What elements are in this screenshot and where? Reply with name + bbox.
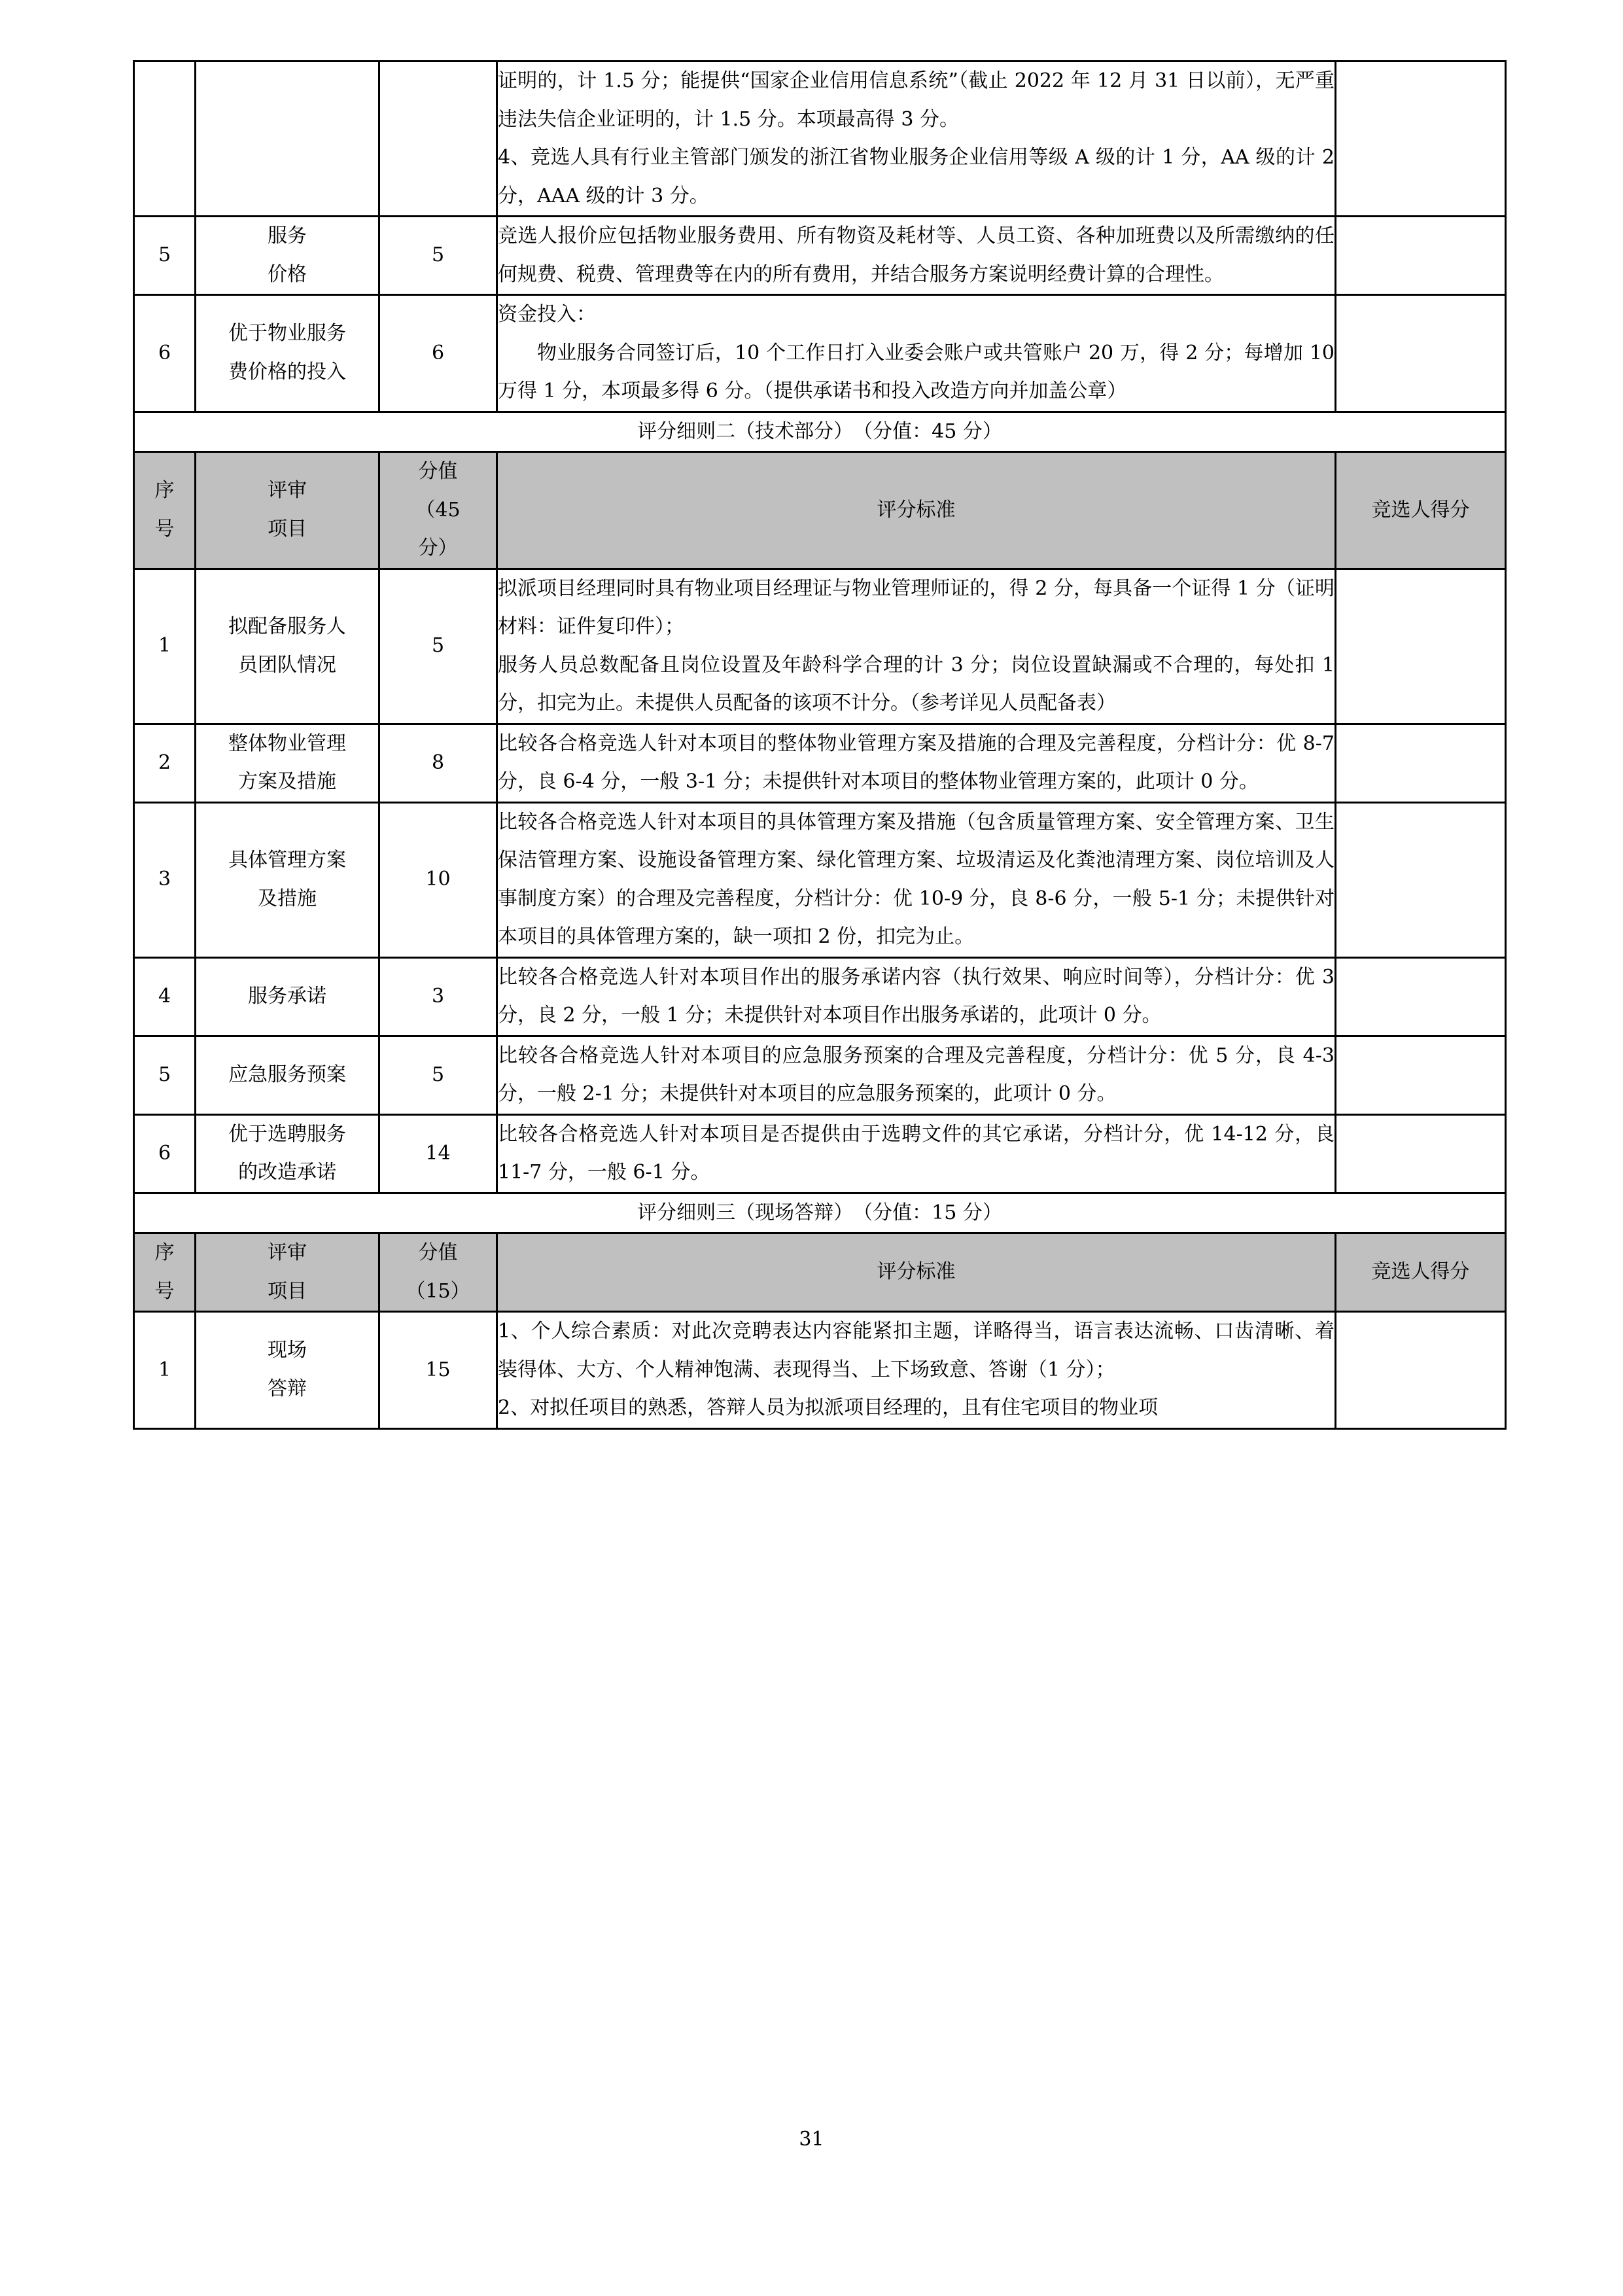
row-criteria-cell [497,217,1336,295]
criteria-paragraph: 1、个人综合素质：对此次竞聘表达内容能紧扣主题，详略得当，语言表达流畅、口齿清晰、着装得体、大方、个人精神饱满、表现得当、上下场致意、答谢（1 分）； [498,1320,1335,1381]
header-line: 序 [154,479,175,503]
row-number-cell: 3 [134,802,196,957]
criteria-paragraph: 比较各合格竞选人针对本项目作出的服务承诺内容（执行效果、响应时间等），分档计分：优 3 分，良 2 分，一般 1 分；未提供针对本项目作出服务承诺的，此项计 0 分。 [498,965,1335,1027]
table-row [134,724,1506,802]
row-criteria-cell [497,295,1336,412]
row-score-cell: 10 [379,802,497,957]
item-line: 员团队情况 [238,653,336,677]
row-score-cell: 5 [379,569,497,724]
scoring-criteria-table [133,60,1507,1430]
item-line: 答辩 [268,1377,307,1400]
row-item-cell [196,217,379,295]
header-line: 分） [418,537,458,559]
row-score-cell: 14 [379,1114,497,1193]
criteria-paragraph: 比较各合格竞选人针对本项目是否提供由于选聘文件的其它承诺，分档计分，优 14-12 分，良 11-7 分，一般 6-1 分。 [498,1122,1335,1184]
item-line: 现场 [268,1339,307,1362]
row-points-cell[interactable] [1336,802,1506,957]
header-line: 评审 [268,1241,307,1264]
row-criteria-cell [497,62,1336,217]
row-points-cell[interactable] [1336,62,1506,217]
row-criteria-cell [497,1114,1336,1193]
row-number-cell: 6 [134,295,196,412]
section-title-row [134,412,1506,452]
column-header-criteria: 评分标准 [497,452,1336,569]
row-score-cell: 8 [379,724,497,802]
criteria-paragraph: 证明的，计 1.5 分；能提供“国家企业信用信息系统”（截止 2022 年 12 月 31 日以前），无严重违法失信企业证明的，计 1.5 分。本项最高得 3 分。 [498,69,1335,131]
item-line: 服务 [268,224,307,247]
row-criteria-cell [497,1312,1336,1429]
criteria-paragraph: 比较各合格竞选人针对本项目的整体物业管理方案及措施的合理及完善程度，分档计分：优 8-7 分，良 6-4 分，一般 3-1 分；未提供针对本项目的整体物业管理方案的，此项计 0 分。 [498,732,1335,793]
table-row [134,1114,1506,1193]
row-item-cell [196,1036,379,1114]
item-line: 价格 [268,262,307,286]
row-criteria-cell [497,1036,1336,1114]
row-number-cell: 1 [134,1312,196,1429]
row-number-cell: 5 [134,217,196,295]
table-row [134,62,1506,217]
row-points-cell[interactable] [1336,1312,1506,1429]
row-item-cell [196,569,379,724]
row-criteria-cell [497,724,1336,802]
row-item-cell [196,957,379,1036]
row-score-cell: 15 [379,1312,497,1429]
row-item-cell [196,1114,379,1193]
item-line: 应急服务预案 [228,1063,346,1086]
item-line: 及措施 [258,887,317,910]
table-row [134,957,1506,1036]
row-item-cell [196,295,379,412]
row-item-cell [196,724,379,802]
criteria-paragraph: 物业服务合同签订后，10 个工作日打入业委会账户或共管账户 20 万，得 2 分；每增加 10 万得 1 分，本项最多得 6 分。（提供承诺书和投入改造方向并加盖公章） [498,341,1335,402]
item-line: 方案及措施 [238,770,336,793]
row-score-cell: 3 [379,957,497,1036]
criteria-paragraph: 比较各合格竞选人针对本项目的具体管理方案及措施（包含质量管理方案、安全管理方案、卫生保洁管理方案、设施设备管理方案、绿化管理方案、垃圾清运及化粪池清理方案、岗位培训及人事制度方案）的合理及完善程度，分档计分：优 10-9 分，良 8-6 分，一般 5-1 分；未提供针对本项目的具体管理方案的，缺一项扣 2 份，扣完为止。 [498,810,1335,948]
criteria-paragraph: 资金投入： [498,303,596,326]
criteria-paragraph: 服务人员总数配备且岗位设置及年龄科学合理的计 3 分；岗位设置缺漏或不合理的，每处扣 1 分，扣完为止。未提供人员配备的该项不计分。（参考详见人员配备表） [498,653,1335,715]
row-number-cell: 2 [134,724,196,802]
row-number-cell: 4 [134,957,196,1036]
table-row [134,295,1506,412]
table-row [134,1036,1506,1114]
header-line: 号 [154,1279,175,1303]
header-line: 分值 [418,460,458,483]
column-header-criteria: 评分标准 [497,1233,1336,1312]
header-line: 项目 [268,1279,307,1303]
criteria-paragraph: 4、竞选人具有行业主管部门颁发的浙江省物业服务企业信用等级 A 级的计 1 分，AA 级的计 2 分，AAA 级的计 3 分。 [498,146,1335,207]
row-score-cell: 5 [379,1036,497,1114]
row-number-cell [134,62,196,217]
criteria-paragraph: 拟派项目经理同时具有物业项目经理证与物业管理师证的，得 2 分，每具备一个证得 1 分（证明材料：证件复印件）； [498,576,1335,638]
column-header-no [134,1233,196,1312]
row-points-cell[interactable] [1336,957,1506,1036]
row-criteria-cell [497,569,1336,724]
header-line: 序 [154,1241,175,1264]
item-line: 优于物业服务 [228,322,346,345]
item-line: 整体物业管理 [228,732,346,755]
row-points-cell[interactable] [1336,569,1506,724]
row-points-cell[interactable] [1336,217,1506,295]
criteria-paragraph: 比较各合格竞选人针对本项目的应急服务预案的合理及完善程度，分档计分：优 5 分，良 4-3 分，一般 2-1 分；未提供针对本项目的应急服务预案的，此项计 0 分。 [498,1044,1335,1105]
row-points-cell[interactable] [1336,724,1506,802]
row-number-cell: 6 [134,1114,196,1193]
row-number-cell: 1 [134,569,196,724]
item-line: 服务承诺 [248,984,326,1008]
criteria-paragraph: 竞选人报价应包括物业服务费用、所有物资及耗材等、人员工资、各种加班费以及所需缴纳的任何规费、税费、管理费等在内的所有费用，并结合服务方案说明经费计算的合理性。 [498,224,1335,286]
item-line: 优于选聘服务 [228,1122,346,1146]
row-item-cell [196,802,379,957]
column-header-item [196,1233,379,1312]
table-row [134,569,1506,724]
row-score-cell: 5 [379,217,497,295]
section-3-title: 评分细则三（现场答辩） （分值：15 分） [134,1193,1506,1233]
table-row [134,217,1506,295]
row-number-cell: 5 [134,1036,196,1114]
column-header-score [379,452,497,569]
header-line: 号 [154,517,175,540]
row-score-cell: 6 [379,295,497,412]
section-title-row [134,1193,1506,1233]
table-header-row [134,1233,1506,1312]
table-row [134,802,1506,957]
row-criteria-cell [497,957,1336,1036]
column-header-score [379,1233,497,1312]
criteria-paragraph: 2、对拟任项目的熟悉，答辩人员为拟派项目经理的，且有住宅项目的物业项 [498,1396,1159,1419]
row-criteria-cell [497,802,1336,957]
row-item-cell [196,1312,379,1429]
header-line: 评审 [268,479,307,503]
item-line: 拟配备服务人 [228,615,346,638]
table-row [134,1312,1506,1429]
column-header-points: 竞选人得分 [1336,1233,1506,1312]
row-score-cell [379,62,497,217]
row-item-cell [196,62,379,217]
column-header-no [134,452,196,569]
item-line: 的改造承诺 [238,1161,336,1184]
row-points-cell[interactable] [1336,1036,1506,1114]
item-line: 具体管理方案 [228,849,346,872]
column-header-item [196,452,379,569]
header-line: （45 [415,498,461,521]
page-number: 31 [799,2128,824,2151]
scoring-criteria-table-wrapper [133,60,1505,1430]
header-line: 分值 [418,1241,458,1264]
header-line: 项目 [268,517,307,540]
row-points-cell[interactable] [1336,1114,1506,1193]
column-header-points: 竞选人得分 [1336,452,1506,569]
item-line: 费价格的投入 [228,360,346,383]
section-2-title: 评分细则二（技术部分） （分值：45 分） [134,412,1506,452]
row-points-cell[interactable] [1336,295,1506,412]
table-header-row [134,452,1506,569]
header-line: （15） [406,1279,470,1303]
